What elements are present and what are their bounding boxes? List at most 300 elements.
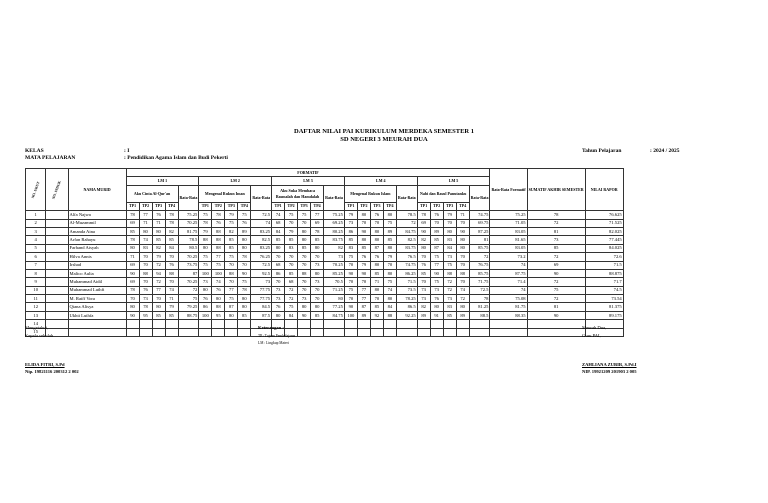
lm-topic-header: Mengenal Rukun Iman xyxy=(199,185,251,202)
score-cell: 89.175 xyxy=(585,311,623,319)
score-cell: 87 xyxy=(225,303,238,311)
score-cell: 87 xyxy=(357,303,370,311)
score-cell: 76 xyxy=(199,295,212,303)
score-cell: 77 xyxy=(225,286,238,294)
score-cell: 88 xyxy=(383,311,396,319)
score-cell: 70 xyxy=(456,253,469,261)
score-cell: 78.5 xyxy=(178,236,199,244)
student-name: Amanda Aina xyxy=(68,227,126,235)
score-cell: 80 xyxy=(152,227,165,235)
score-cell: 88 xyxy=(456,269,469,277)
score-cell: 69 xyxy=(126,278,139,286)
score-cell: 75 xyxy=(285,303,298,311)
score-cell: 76 xyxy=(212,219,225,227)
score-cell: 76 xyxy=(357,253,370,261)
student-name: Qiana Alisya xyxy=(68,303,126,311)
score-cell: 90 xyxy=(126,269,139,277)
score-cell: 76.25 xyxy=(251,253,272,261)
table-row xyxy=(26,261,624,269)
score-cell: 88 xyxy=(139,269,152,277)
score-cell: 75 xyxy=(527,286,585,294)
guru-name: ZAHLIANA ZUBIR, S.Pd.I xyxy=(582,362,637,367)
score-cell: 75 xyxy=(225,253,238,261)
row-induk xyxy=(46,261,68,269)
score-cell: 85 xyxy=(443,311,456,319)
score-cell: 74 xyxy=(490,261,527,269)
score-cell: 72 xyxy=(469,253,490,261)
score-cell: 70.5 xyxy=(324,278,345,286)
keterangan-label: Keterangan : xyxy=(258,325,284,330)
score-cell xyxy=(443,328,456,336)
row-number: 8 xyxy=(26,269,46,277)
score-cell: 87.25 xyxy=(469,227,490,235)
table-row xyxy=(26,320,624,328)
score-cell xyxy=(396,320,417,328)
score-cell: 80 xyxy=(238,244,251,252)
score-cell: 90 xyxy=(527,269,585,277)
lm-code-header: LM 5 xyxy=(417,177,490,185)
score-cell: 73 xyxy=(199,278,212,286)
score-cell: 74 xyxy=(165,286,178,294)
student-name: Irshad xyxy=(68,261,126,269)
score-cell: 75 xyxy=(298,211,311,219)
kepala-sekolah-text: Kepala sekolah xyxy=(25,333,54,338)
kelas-value: : I xyxy=(124,148,130,154)
score-cell: 80 xyxy=(298,236,311,244)
score-cell: 70 xyxy=(430,219,443,227)
score-cell: 80 xyxy=(238,303,251,311)
score-cell: 84 xyxy=(285,311,298,319)
score-cell: 83 xyxy=(285,244,298,252)
score-cell xyxy=(417,328,430,336)
score-cell: 88 xyxy=(212,236,225,244)
student-name: Muhammad Aidil xyxy=(68,278,126,286)
school-name: SD NEGERI 3 MEURAH DUA xyxy=(340,136,428,143)
score-cell: 69.25 xyxy=(324,219,345,227)
score-cell: 90 xyxy=(430,269,443,277)
score-cell: 80 xyxy=(443,227,456,235)
tp-header: TP3 xyxy=(298,202,311,210)
score-cell: 74 xyxy=(212,278,225,286)
score-cell: 80 xyxy=(370,286,383,294)
row-induk xyxy=(46,278,68,286)
row-number: 3 xyxy=(26,227,46,235)
score-cell: 80 xyxy=(199,244,212,252)
score-cell: 70 xyxy=(152,295,165,303)
student-name: Ukhti Luthfa xyxy=(68,311,126,319)
score-cell xyxy=(417,320,430,328)
score-cell: 72 xyxy=(152,261,165,269)
score-cell: 74 xyxy=(456,286,469,294)
score-cell: 100 xyxy=(199,311,212,319)
score-cell: 90 xyxy=(527,311,585,319)
sumatif-header: SUMATIF AKHIR SEMESTER xyxy=(527,169,585,211)
score-cell: 75 xyxy=(443,261,456,269)
no-urut-header: NO. URUT xyxy=(26,169,46,211)
score-cell: 83.75 xyxy=(324,236,345,244)
score-cell: 79 xyxy=(165,303,178,311)
score-cell: 79 xyxy=(344,211,357,219)
score-cell: 85 xyxy=(527,244,585,252)
score-cell: 72.5 xyxy=(251,211,272,219)
score-cell: 75.08 xyxy=(490,295,527,303)
score-cell: 73 xyxy=(311,278,324,286)
score-cell: 79 xyxy=(152,253,165,261)
score-cell: 78 xyxy=(527,211,585,219)
score-cell: 75 xyxy=(430,278,443,286)
score-cell: 73 xyxy=(443,295,456,303)
score-cell: 79 xyxy=(199,227,212,235)
tp-header: TP2 xyxy=(430,202,443,210)
tp-header: TP1 xyxy=(199,202,212,210)
score-cell: 70 xyxy=(225,261,238,269)
score-cell: 70 xyxy=(311,295,324,303)
score-cell: 85 xyxy=(298,244,311,252)
tp-header: TP3 xyxy=(443,202,456,210)
score-cell: 70 xyxy=(298,261,311,269)
tp-header: TP1 xyxy=(344,202,357,210)
score-cell: 80 xyxy=(311,244,324,252)
score-cell xyxy=(527,328,585,336)
score-cell xyxy=(311,328,324,336)
score-cell xyxy=(298,328,311,336)
score-cell: 70 xyxy=(344,261,357,269)
score-cell xyxy=(238,328,251,336)
score-cell: 77 xyxy=(152,286,165,294)
score-cell xyxy=(430,328,443,336)
score-cell: 71 xyxy=(152,219,165,227)
score-cell: 85 xyxy=(370,269,383,277)
score-cell: 70 xyxy=(311,253,324,261)
score-cell: 81.65 xyxy=(490,236,527,244)
score-cell: 80 xyxy=(383,295,396,303)
score-cell: 76.75 xyxy=(469,261,490,269)
score-cell: 85 xyxy=(285,236,298,244)
score-cell: 89 xyxy=(383,227,396,235)
table-row xyxy=(26,311,624,319)
row-number: 1 xyxy=(26,211,46,219)
score-cell: 70 xyxy=(285,219,298,227)
score-cell: 76 xyxy=(152,211,165,219)
score-cell xyxy=(285,320,298,328)
score-cell: 70 xyxy=(238,261,251,269)
score-cell: 85 xyxy=(357,244,370,252)
score-cell: 75 xyxy=(344,253,357,261)
score-cell: 85 xyxy=(430,236,443,244)
score-cell: 81 xyxy=(527,227,585,235)
score-cell: 85 xyxy=(285,269,298,277)
score-cell xyxy=(469,328,490,336)
tp-header: TP4 xyxy=(165,202,178,210)
row-induk xyxy=(46,244,68,252)
score-cell: 74 xyxy=(383,286,396,294)
score-cell: 77 xyxy=(357,286,370,294)
score-cell: 80 xyxy=(456,244,469,252)
score-cell: 89 xyxy=(238,227,251,235)
score-cell: 82 xyxy=(152,244,165,252)
score-cell: 72 xyxy=(396,219,417,227)
score-cell: 90 xyxy=(344,269,357,277)
score-cell: 92.5 xyxy=(251,269,272,277)
score-cell: 86 xyxy=(344,227,357,235)
score-cell: 82.025 xyxy=(585,227,623,235)
score-cell: 79 xyxy=(443,211,456,219)
score-cell: 82.5 xyxy=(251,236,272,244)
lm-topic-header: Nabi dan Rasul Panutanku xyxy=(417,185,469,202)
score-cell: 73 xyxy=(272,295,285,303)
score-cell xyxy=(370,328,383,336)
student-name: Muhammad Luthfi xyxy=(68,286,126,294)
score-cell: 78 xyxy=(165,211,178,219)
score-cell: 71.5 xyxy=(585,261,623,269)
score-cell: 73 xyxy=(272,286,285,294)
student-name: Malico Aulia xyxy=(68,269,126,277)
score-cell: 70 xyxy=(285,261,298,269)
score-cell: 74 xyxy=(490,286,527,294)
score-cell: 70 xyxy=(165,278,178,286)
student-name xyxy=(68,320,126,328)
table-row xyxy=(26,295,624,303)
student-name xyxy=(68,328,126,336)
score-cell: 85 xyxy=(225,236,238,244)
score-cell: 70 xyxy=(298,278,311,286)
score-cell xyxy=(126,320,139,328)
score-cell xyxy=(324,328,345,336)
score-cell: 81 xyxy=(469,236,490,244)
score-cell: 68 xyxy=(272,219,285,227)
score-cell: 78 xyxy=(126,286,139,294)
score-cell: 76 xyxy=(370,211,383,219)
score-cell: 79 xyxy=(225,211,238,219)
score-cell: 72.5 xyxy=(469,286,490,294)
score-cell xyxy=(324,320,345,328)
score-cell: 87.5 xyxy=(251,311,272,319)
score-cell: 70 xyxy=(357,219,370,227)
row-number: 13 xyxy=(26,311,46,319)
rata-rata-header: Rata-Rata xyxy=(178,185,199,210)
table-row xyxy=(26,303,624,311)
score-cell: 81.75 xyxy=(178,227,199,235)
tp-header: TP4 xyxy=(311,202,324,210)
score-cell: 80 xyxy=(383,244,396,252)
score-cell: 72 xyxy=(456,295,469,303)
score-cell: 76 xyxy=(417,261,430,269)
score-cell: 70 xyxy=(139,261,152,269)
score-cell: 70 xyxy=(272,278,285,286)
score-cell: 90 xyxy=(417,227,430,235)
score-cell: 90 xyxy=(298,311,311,319)
score-cell: 73.75 xyxy=(178,261,199,269)
score-cell: 83 xyxy=(139,244,152,252)
score-cell: 80 xyxy=(370,261,383,269)
score-cell: 70.25 xyxy=(178,278,199,286)
tp-header: TP3 xyxy=(370,202,383,210)
tp-header: TP4 xyxy=(456,202,469,210)
score-cell: 83 xyxy=(443,236,456,244)
score-cell: 92 xyxy=(370,311,383,319)
grade-table xyxy=(25,168,624,337)
score-cell: 70 xyxy=(298,219,311,227)
row-induk xyxy=(46,311,68,319)
score-cell: 80 xyxy=(126,244,139,252)
score-cell: 80 xyxy=(272,244,285,252)
score-cell xyxy=(456,320,469,328)
score-cell: 71.4 xyxy=(490,278,527,286)
score-cell: 75 xyxy=(285,211,298,219)
table-row xyxy=(26,244,624,252)
score-cell: 78 xyxy=(417,211,430,219)
mapel-value: : Pendidikan Agama Islam dan Budi Pekerti xyxy=(124,155,228,161)
score-cell: 70 xyxy=(456,219,469,227)
score-cell: 90 xyxy=(238,269,251,277)
score-cell: 88 xyxy=(212,244,225,252)
score-cell: 80 xyxy=(311,303,324,311)
score-cell: 81.75 xyxy=(490,303,527,311)
score-cell: 82.5 xyxy=(396,236,417,244)
score-cell: 76 xyxy=(370,253,383,261)
score-cell xyxy=(139,320,152,328)
score-cell: 72 xyxy=(178,286,199,294)
tp-header: TP3 xyxy=(152,202,165,210)
score-cell: 70 xyxy=(272,253,285,261)
score-cell xyxy=(443,320,456,328)
tp-header: TP2 xyxy=(357,202,370,210)
score-cell: 73 xyxy=(417,295,430,303)
score-cell xyxy=(139,328,152,336)
score-cell: 78 xyxy=(126,236,139,244)
score-cell: 77.75 xyxy=(251,286,272,294)
score-cell: 88.875 xyxy=(585,269,623,277)
score-cell: 81 xyxy=(527,303,585,311)
score-cell: 85.25 xyxy=(324,269,345,277)
score-cell: 79.25 xyxy=(178,303,199,311)
kelas-label: KELAS xyxy=(25,148,44,154)
row-number: 2 xyxy=(26,219,46,227)
row-number: 9 xyxy=(26,278,46,286)
student-name: Alfa Najwa xyxy=(68,211,126,219)
score-cell: 69 xyxy=(417,219,430,227)
lm-code-header: LM 3 xyxy=(272,177,345,185)
score-cell: 76 xyxy=(165,261,178,269)
score-cell: 80 xyxy=(370,227,383,235)
score-cell xyxy=(430,320,443,328)
score-cell: 76 xyxy=(430,295,443,303)
kepala-sekolah-name: ELIDA FITRI, S.Pd xyxy=(25,362,65,367)
score-cell: 70 xyxy=(311,286,324,294)
score-cell: 82 xyxy=(165,227,178,235)
score-cell: 69 xyxy=(126,261,139,269)
row-induk xyxy=(46,303,68,311)
score-cell: 89 xyxy=(357,311,370,319)
score-cell xyxy=(152,320,165,328)
score-cell: 85 xyxy=(417,269,430,277)
score-cell: 72 xyxy=(527,219,585,227)
tp-header: TP2 xyxy=(212,202,225,210)
score-cell: 82 xyxy=(417,236,430,244)
score-cell: 87.75 xyxy=(490,269,527,277)
score-cell xyxy=(490,328,527,336)
score-cell: 94 xyxy=(152,269,165,277)
tp-header: TP3 xyxy=(225,202,238,210)
score-cell: 73 xyxy=(311,261,324,269)
score-cell: 73.54 xyxy=(585,295,623,303)
score-cell: 70 xyxy=(456,261,469,269)
score-cell: 72 xyxy=(152,278,165,286)
score-cell: 75 xyxy=(225,219,238,227)
score-cell: 85 xyxy=(238,311,251,319)
score-cell: 78.5 xyxy=(396,211,417,219)
row-induk xyxy=(46,227,68,235)
score-cell: 90 xyxy=(357,269,370,277)
score-cell: 70 xyxy=(370,219,383,227)
score-cell xyxy=(238,320,251,328)
score-cell: 76 xyxy=(238,219,251,227)
score-cell: 75 xyxy=(199,261,212,269)
tp-header: TP1 xyxy=(417,202,430,210)
score-cell: 70.25 xyxy=(324,261,345,269)
score-cell: 86.25 xyxy=(396,269,417,277)
place-text: Meurah Dua, xyxy=(582,325,607,330)
lm-code-header: LM 4 xyxy=(344,177,417,185)
score-cell: 86 xyxy=(199,303,212,311)
score-cell: 75 xyxy=(178,295,199,303)
score-cell: 72 xyxy=(527,295,585,303)
score-cell: 70 xyxy=(370,295,383,303)
kepala-sekolah-nip: Nip. 19821116 200312 2 002 xyxy=(25,369,79,374)
score-cell: 70 xyxy=(443,219,456,227)
table-row xyxy=(26,269,624,277)
score-cell xyxy=(199,328,212,336)
score-cell: 85 xyxy=(126,227,139,235)
score-cell: 73.5 xyxy=(396,286,417,294)
score-cell: 88.75 xyxy=(178,311,199,319)
row-induk xyxy=(46,295,68,303)
score-cell: 85 xyxy=(165,311,178,319)
score-cell: 78.25 xyxy=(396,295,417,303)
formatif-header: FORMATIF xyxy=(126,169,490,177)
row-number: 6 xyxy=(26,253,46,261)
score-cell: 84 xyxy=(383,303,396,311)
score-cell xyxy=(178,320,199,328)
score-cell: 74 xyxy=(251,219,272,227)
score-cell xyxy=(165,320,178,328)
score-cell: 83 xyxy=(443,303,456,311)
score-cell: 86.5 xyxy=(396,303,417,311)
score-cell: 80 xyxy=(357,236,370,244)
score-cell: 80 xyxy=(199,286,212,294)
score-cell: 72.5 xyxy=(251,261,272,269)
score-cell: 77 xyxy=(139,211,152,219)
table-row xyxy=(26,227,624,235)
score-cell: 74 xyxy=(272,211,285,219)
score-cell xyxy=(199,320,212,328)
score-cell xyxy=(383,328,396,336)
score-cell: 75 xyxy=(199,253,212,261)
table-row xyxy=(26,253,624,261)
score-cell xyxy=(212,328,225,336)
score-cell: 69 xyxy=(126,219,139,227)
row-induk xyxy=(46,236,68,244)
score-cell: 86 xyxy=(272,269,285,277)
tp-header: TP4 xyxy=(238,202,251,210)
rata-rata-header: Rata-Rata xyxy=(251,185,272,210)
score-cell: 87 xyxy=(430,244,443,252)
score-cell: 95 xyxy=(139,311,152,319)
score-cell: 85 xyxy=(383,236,396,244)
score-cell: 70 xyxy=(298,253,311,261)
score-cell xyxy=(165,328,178,336)
score-cell: 80 xyxy=(383,211,396,219)
